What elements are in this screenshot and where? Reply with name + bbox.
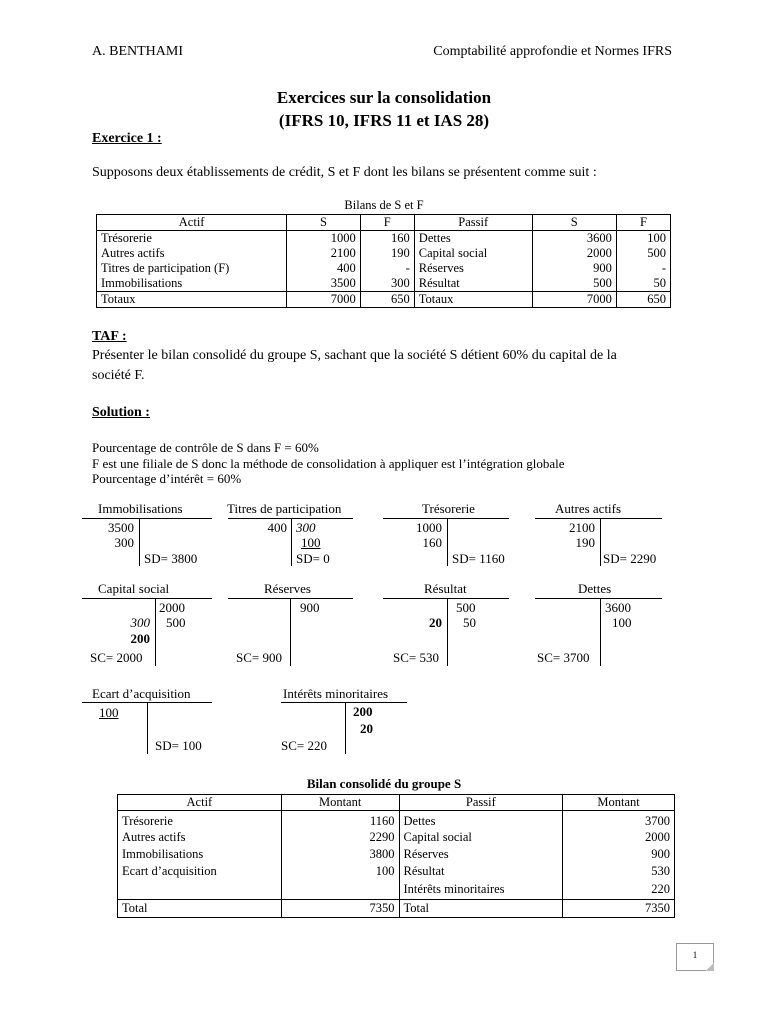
t-balance: SD= 0 bbox=[296, 551, 330, 566]
table-cell bbox=[281, 880, 399, 900]
t-credit: 20 bbox=[360, 721, 373, 736]
table-cell: 300 bbox=[360, 276, 414, 292]
taf-line-1: Présenter le bilan consolidé du groupe S, sachant que la société S détient 60% du capital de la bbox=[92, 348, 617, 363]
header-cell: S bbox=[287, 215, 361, 231]
page-title: Exercices sur la consolidation bbox=[276, 88, 492, 107]
t-credit: 500 bbox=[166, 615, 186, 630]
table-cell: - bbox=[360, 261, 414, 276]
t-credit: 100 bbox=[301, 535, 321, 550]
t-balance: SD= 3800 bbox=[144, 551, 198, 566]
table-cell: - bbox=[616, 261, 670, 276]
table-cell: 220 bbox=[563, 880, 675, 900]
bilan-consolide-caption: Bilan consolidé du groupe S bbox=[306, 776, 462, 791]
t-balance: SC= 3700 bbox=[537, 650, 590, 665]
table-cell: 2290 bbox=[281, 829, 399, 846]
bilans-caption: Bilans de S et F bbox=[344, 198, 424, 212]
table-row bbox=[97, 246, 671, 261]
table-cell: 3600 bbox=[532, 231, 616, 247]
solution-line-2: F est une filiale de S donc la méthode de consolidation à appliquer est l’intégration globale bbox=[92, 456, 565, 471]
t-account-title: Immobilisations bbox=[98, 501, 183, 516]
t-credit: 100 bbox=[612, 615, 632, 630]
t-credit: 500 bbox=[456, 600, 476, 615]
solution-heading: Solution : bbox=[92, 405, 150, 420]
table-header-row bbox=[118, 795, 675, 811]
table-row bbox=[97, 261, 671, 276]
header-cell: Actif bbox=[97, 215, 287, 231]
t-debit: 2100 bbox=[569, 520, 595, 535]
table-row bbox=[118, 863, 675, 880]
table-total-row bbox=[118, 900, 675, 918]
taf-heading: TAF : bbox=[92, 329, 127, 344]
table-cell: Trésorerie bbox=[118, 811, 282, 830]
t-account-title: Capital social bbox=[98, 581, 170, 596]
t-debit: 160 bbox=[422, 535, 442, 550]
table-cell: 650 bbox=[360, 292, 414, 308]
exercise-heading: Exercice 1 : bbox=[92, 131, 162, 146]
t-debit: 20 bbox=[429, 615, 442, 630]
t-credit: 2000 bbox=[159, 600, 185, 615]
table-cell: 900 bbox=[563, 846, 675, 863]
t-account-title: Dettes bbox=[578, 581, 612, 596]
table-cell: 1000 bbox=[287, 231, 361, 247]
header-course: Comptabilité approfondie et Normes IFRS bbox=[433, 44, 672, 59]
table-row bbox=[118, 829, 675, 846]
t-balance: SD= 2290 bbox=[603, 551, 657, 566]
table-cell: Réserves bbox=[399, 846, 563, 863]
header-cell: S bbox=[532, 215, 616, 231]
table-cell: 400 bbox=[287, 261, 361, 276]
table-cell: 500 bbox=[616, 246, 670, 261]
table-cell: 900 bbox=[532, 261, 616, 276]
table-cell: Résultat bbox=[414, 276, 532, 292]
header-cell: Passif bbox=[414, 215, 532, 231]
t-debit: 300 bbox=[130, 615, 150, 630]
t-balance: SC= 530 bbox=[393, 650, 439, 665]
table-cell: 160 bbox=[360, 231, 414, 247]
table-cell: 500 bbox=[532, 276, 616, 292]
bilan-consolide-table bbox=[117, 794, 675, 918]
t-account-title: Ecart d’acquisition bbox=[92, 686, 191, 701]
header-cell: F bbox=[616, 215, 670, 231]
table-cell: Totaux bbox=[97, 292, 287, 308]
table-cell: Capital social bbox=[414, 246, 532, 261]
t-credit: 200 bbox=[353, 704, 373, 719]
taf-line-2: société F. bbox=[92, 368, 145, 383]
table-cell: 100 bbox=[616, 231, 670, 247]
table-row bbox=[97, 231, 671, 247]
table-cell: 100 bbox=[281, 863, 399, 880]
table-cell: Intérêts minoritaires bbox=[399, 880, 563, 900]
table-cell: Autres actifs bbox=[97, 246, 287, 261]
t-debit: 3500 bbox=[108, 520, 134, 535]
table-row bbox=[118, 811, 675, 830]
table-cell: Immobilisations bbox=[97, 276, 287, 292]
table-cell: Résultat bbox=[399, 863, 563, 880]
t-debit: 190 bbox=[575, 535, 595, 550]
table-total-row bbox=[97, 292, 671, 308]
table-cell: Total bbox=[118, 900, 282, 918]
table-cell: Autres actifs bbox=[118, 829, 282, 846]
table-cell: Capital social bbox=[399, 829, 563, 846]
table-row bbox=[118, 846, 675, 863]
header-cell: Passif bbox=[399, 795, 563, 811]
t-account-title: Titres de participation bbox=[227, 501, 342, 516]
table-cell: Trésorerie bbox=[97, 231, 287, 247]
header-cell: Montant bbox=[563, 795, 675, 811]
table-cell: Ecart d’acquisition bbox=[118, 863, 282, 880]
t-account-title: Réserves bbox=[264, 581, 311, 596]
table-cell: 530 bbox=[563, 863, 675, 880]
table-cell: 7350 bbox=[563, 900, 675, 918]
table-cell: Dettes bbox=[399, 811, 563, 830]
table-cell: Dettes bbox=[414, 231, 532, 247]
t-account-title: Intérêts minoritaires bbox=[283, 686, 389, 701]
page-subtitle: (IFRS 10, IFRS 11 et IAS 28) bbox=[278, 111, 490, 130]
table-cell: 650 bbox=[616, 292, 670, 308]
bilans-table bbox=[96, 214, 671, 308]
table-cell bbox=[118, 880, 282, 900]
table-cell: 7000 bbox=[287, 292, 361, 308]
table-cell: Totaux bbox=[414, 292, 532, 308]
table-cell: Immobilisations bbox=[118, 846, 282, 863]
table-cell: 2000 bbox=[563, 829, 675, 846]
t-balance: SC= 900 bbox=[236, 650, 282, 665]
t-debit: 200 bbox=[130, 631, 150, 646]
exercise-intro: Supposons deux établissements de crédit, S et F dont les bilans se présentent comme suit : bbox=[92, 165, 597, 180]
table-header-row bbox=[97, 215, 671, 231]
table-cell: 3700 bbox=[563, 811, 675, 830]
table-cell: 1160 bbox=[281, 811, 399, 830]
t-credit: 3600 bbox=[605, 600, 631, 615]
header-cell: Actif bbox=[118, 795, 282, 811]
header-cell: F bbox=[360, 215, 414, 231]
t-debit: 1000 bbox=[416, 520, 442, 535]
table-cell: 3500 bbox=[287, 276, 361, 292]
t-balance: SD= 100 bbox=[155, 738, 202, 753]
t-debit: 400 bbox=[267, 520, 287, 535]
page-number: 1 bbox=[676, 943, 714, 971]
t-credit: 50 bbox=[463, 615, 476, 630]
header-author: A. BENTHAMI bbox=[92, 44, 183, 59]
t-credit: 300 bbox=[296, 520, 316, 535]
solution-line-3: Pourcentage d’intérêt = 60% bbox=[92, 471, 242, 486]
table-row bbox=[97, 276, 671, 292]
table-cell: 7000 bbox=[532, 292, 616, 308]
table-cell: Total bbox=[399, 900, 563, 918]
table-cell: 3800 bbox=[281, 846, 399, 863]
t-balance: SD= 1160 bbox=[452, 551, 505, 566]
t-balance: SC= 220 bbox=[281, 738, 327, 753]
t-balance: SC= 2000 bbox=[90, 650, 143, 665]
t-account-title: Trésorerie bbox=[422, 501, 475, 516]
table-cell: 7350 bbox=[281, 900, 399, 918]
table-cell: 50 bbox=[616, 276, 670, 292]
table-cell: Titres de participation (F) bbox=[97, 261, 287, 276]
t-account-title: Autres actifs bbox=[555, 501, 622, 516]
table-cell: 190 bbox=[360, 246, 414, 261]
t-debit: 300 bbox=[114, 535, 134, 550]
table-cell: 2000 bbox=[532, 246, 616, 261]
t-credit: 900 bbox=[300, 600, 320, 615]
table-row bbox=[118, 880, 675, 900]
table-cell: 2100 bbox=[287, 246, 361, 261]
t-account-title: Résultat bbox=[424, 581, 467, 596]
header-cell: Montant bbox=[281, 795, 399, 811]
solution-line-1: Pourcentage de contrôle de S dans F = 60% bbox=[92, 440, 319, 455]
t-debit: 100 bbox=[99, 705, 119, 720]
table-cell: Réserves bbox=[414, 261, 532, 276]
